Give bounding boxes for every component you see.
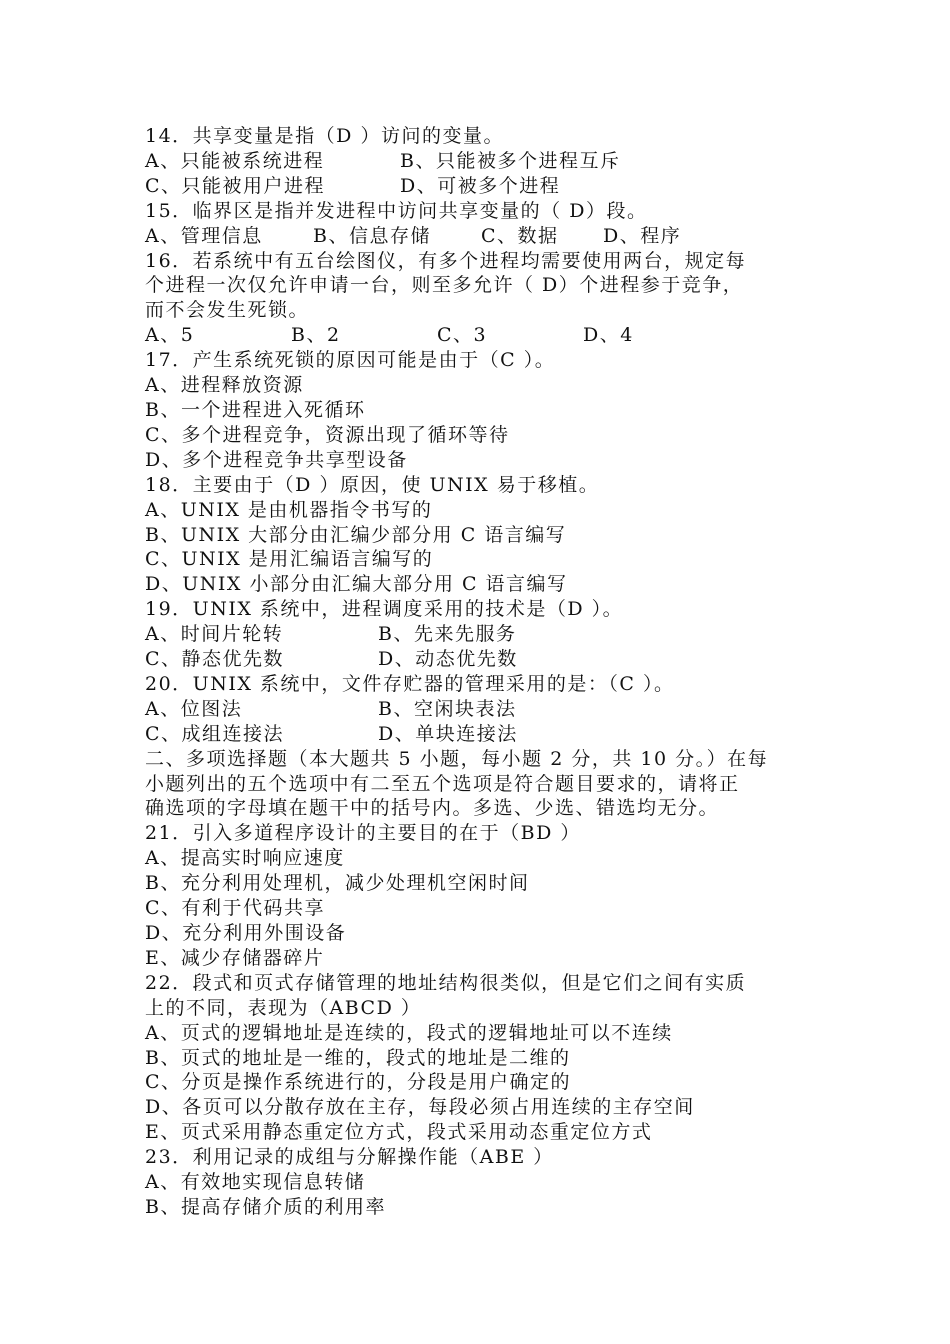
question-14-option-a: A、只能被系统进程 (145, 149, 325, 172)
question-22-option-e: E、页式采用静态重定位方式，段式采用动态重定位方式 (145, 1121, 653, 1144)
question-21-option-a: A、提高实时响应速度 (145, 847, 345, 870)
question-22-option-a: A、页式的逻辑地址是连续的，段式的逻辑地址可以不连续 (145, 1021, 673, 1044)
question-17-option-c: C、多个进程竞争，资源出现了循环等待 (145, 423, 510, 446)
question-17-option-b: B、一个进程进入死循环 (145, 398, 366, 421)
question-22-stem-line-1: 22．段式和页式存储管理的地址结构很类似，但是它们之间有实质 (145, 971, 747, 994)
question-21-option-d: D、充分利用外围设备 (145, 922, 347, 944)
question-16-option-a: A、5 (145, 324, 195, 347)
question-18-option-c: C、UNIX 是用汇编语言编写的 (145, 548, 434, 571)
question-16-stem-line-2: 个进程一次仅允许申请一台，则至多允许（ D）个进程参于竞争， (145, 274, 744, 297)
question-23-option-b: B、提高存储介质的利用率 (145, 1195, 386, 1218)
question-19-option-c: C、静态优先数 (145, 648, 285, 671)
exam-content (145, 124, 805, 1220)
question-21-option-e: E、减少存储器碎片 (145, 946, 325, 969)
question-14-options-row-2 (145, 174, 805, 199)
question-14-option-c: C、只能被用户进程 (145, 174, 326, 197)
question-15-option-c: C、数据 (481, 224, 559, 247)
question-23-stem: 23．利用记录的成组与分解操作能（ABE ） (145, 1146, 554, 1169)
question-16-stem-line-3: 而不会发生死锁。 (145, 299, 310, 322)
question-19-option-d: D、动态优先数 (378, 648, 518, 671)
question-20-stem: 20．UNIX 系统中，文件存贮器的管理采用的是：（C ）。 (145, 672, 675, 695)
question-22-option-d: D、各页可以分散存放在主存，每段必须占用连续的主存空间 (145, 1096, 695, 1119)
question-21-option-b: B、充分利用处理机，减少处理机空闲时间 (145, 872, 530, 895)
question-15-options (145, 224, 805, 249)
question-20-option-d: D、单块连接法 (378, 722, 518, 745)
question-15-option-b: B、信息存储 (313, 224, 431, 247)
question-14-option-d: D、可被多个进程 (400, 174, 561, 197)
question-21-stem: 21．引入多道程序设计的主要目的在于（BD ） (145, 822, 581, 845)
question-14-stem: 14．共享变量是指（D ）访问的变量。 (145, 125, 504, 147)
question-18-option-b: B、UNIX 大部分由汇编少部分用 C 语言编写 (145, 523, 567, 546)
question-16-options (145, 323, 805, 348)
question-22-option-b: B、页式的地址是一维的，段式的地址是二维的 (145, 1046, 571, 1069)
question-21-option-c: C、有利于代码共享 (145, 897, 326, 920)
question-15-option-a: A、管理信息 (145, 224, 263, 247)
question-19-options-row-1 (145, 622, 805, 647)
question-19-option-a: A、时间片轮转 (145, 623, 284, 646)
question-18-option-d: D、UNIX 小部分由汇编大部分用 C 语言编写 (145, 573, 568, 596)
question-22-option-c: C、分页是操作系统进行的，分段是用户确定的 (145, 1071, 572, 1094)
question-20-options-row-2 (145, 722, 805, 747)
question-20-option-b: B、空闲块表法 (378, 697, 517, 720)
question-15-stem: 15．临界区是指并发进程中访问共享变量的（ D）段。 (145, 199, 648, 222)
section-2-heading-line-2: 小题列出的五个选项中有二至五个选项是符合题目要求的，请将正 (145, 772, 740, 795)
question-19-stem: 19．UNIX 系统中，进程调度采用的技术是（D ）。 (145, 598, 624, 621)
question-18-stem: 18．主要由于（D ）原因，使 UNIX 易于移植。 (145, 473, 600, 496)
question-16-option-c: C、3 (437, 324, 488, 347)
question-19-options-row-2 (145, 647, 805, 672)
question-20-option-c: C、成组连接法 (145, 722, 285, 745)
question-22-stem-line-2: 上的不同，表现为（ABCD ） (145, 996, 422, 1019)
section-2-heading-line-3: 确选项的字母填在题干中的括号内。多选、少选、错选均无分。 (145, 797, 720, 820)
question-16-option-b: B、2 (291, 324, 341, 347)
question-17-option-d: D、多个进程竞争共享型设备 (145, 448, 408, 471)
question-20-options-row-1 (145, 697, 805, 722)
question-16-stem-line-1: 16．若系统中有五台绘图仪，有多个进程均需要使用两台，规定每 (145, 249, 747, 272)
question-19-option-b: B、先来先服务 (378, 623, 517, 646)
question-15-option-d: D、程序 (603, 224, 682, 247)
question-17-stem: 17．产生系统死锁的原因可能是由于（C ）。 (145, 349, 556, 372)
question-18-option-a: A、UNIX 是由机器指令书写的 (145, 498, 433, 521)
section-2-heading-line-1: 二、多项选择题（本大题共 5 小题，每小题 2 分，共 10 分。）在每 (145, 747, 769, 770)
question-14-option-b: B、只能被多个进程互斥 (400, 149, 621, 172)
question-14-options-row-1 (145, 149, 805, 174)
question-23-option-a: A、有效地实现信息转储 (145, 1171, 366, 1194)
question-17-option-a: A、进程释放资源 (145, 374, 304, 397)
question-16-option-d: D、4 (583, 324, 634, 347)
question-20-option-a: A、位图法 (145, 697, 243, 720)
